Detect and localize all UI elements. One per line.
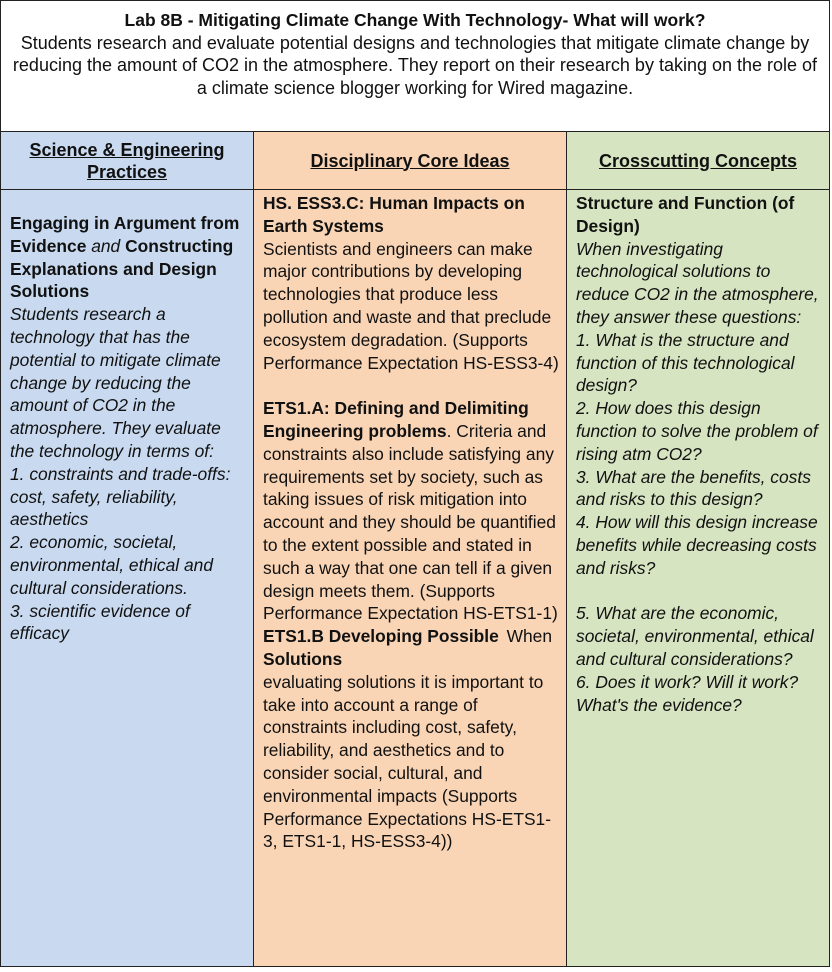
practices-title <box>10 212 247 303</box>
concepts-question: 5. What are the economic, societal, environmental, ethical and cultural considerations? <box>576 603 814 669</box>
practices-heading: Science & Engineering Practices <box>1 132 253 190</box>
lab-title: Lab 8B - Mitigating Climate Change With Technology- What will work? <box>124 10 706 30</box>
core-idea-title: HS. ESS3.C: Human Impacts on Earth Systems <box>263 193 525 236</box>
core-ideas-body <box>254 190 566 853</box>
concepts-question: 6. Does it work? Will it work? What's the evidence? <box>576 671 799 715</box>
practices-item: 2. economic, societal, environmental, ethical and cultural considerations. <box>10 532 214 598</box>
core-idea-block <box>263 397 560 625</box>
practices-item: 1. constraints and trade-offs: cost, safety, reliability, aesthetics <box>10 463 231 530</box>
concepts-question: 1. What is the structure and function of this technological design? <box>576 329 795 396</box>
practices-title-part2: Constructing Explanations and Design Solutions <box>10 235 234 302</box>
practices-column <box>1 132 254 966</box>
core-idea-text: . Criteria and constraints also include satisfying any requirements set by society, such as taking issues of risk mitigation into account and they should be quantified to the extent possible and stated in such a way that one can tell if a given design meets them. (Supports Performance Expectation HS-ETS1-1) <box>263 420 558 624</box>
standards-table <box>1 132 829 966</box>
core-idea-text: evaluating solutions it is important to take into account a range of constraints including cost, safety, reliability, and aesthetics and to consider social, cultural, and environmental impacts (Supports Performance Expectations HS-ETS1-3, ETS1-1, HS-ESS3-4)) <box>263 671 552 852</box>
core-idea-block <box>263 192 560 374</box>
concepts-question: 2. How does this design function to solve the problem of rising atm CO2? <box>576 398 818 464</box>
lab-description: Students research and evaluate potential designs and technologies that mitigate climate change by reducing the amount of CO2 in the atmosphere. They report on their research by taking on the role of a climate science blogger working for Wired magazine. <box>12 32 818 98</box>
practices-intro: Students research a technology that has the potential to mitigate climate change by reducing the amount of CO2 in the atmosphere. They evaluate the technology in terms of: <box>10 304 221 461</box>
concepts-column <box>567 132 829 966</box>
core-idea-lead: When <box>506 626 552 647</box>
core-ideas-heading: Disciplinary Core Ideas <box>254 132 566 190</box>
concepts-intro: When investigating technological solutions to reduce CO2 in the atmosphere, they answer these questions: <box>576 238 819 327</box>
core-idea-block <box>263 625 560 853</box>
concepts-heading: Crosscutting Concepts <box>567 132 829 190</box>
core-ideas-column <box>254 132 567 966</box>
concepts-question: 4. How will this design increase benefits while decreasing costs and risks? <box>576 512 818 578</box>
concepts-question: 3. What are the benefits, costs and risks to this design? <box>576 466 811 510</box>
lab-header <box>1 1 829 132</box>
concepts-body <box>567 190 829 716</box>
practices-title-part1: Engaging in Argument from Evidence <box>10 213 240 256</box>
practices-item: 3. scientific evidence of efficacy <box>10 600 190 644</box>
core-idea-title: ETS1.A: Defining and Delimiting Engineering problems <box>263 398 529 441</box>
concepts-title: Structure and Function (of Design) <box>576 193 795 236</box>
core-idea-text: Scientists and engineers can make major contributions by developing technologies that produce less pollution and waste and that preclude ecosystem degradation. (Supports Performance Expectation HS-ESS3-4) <box>263 238 559 373</box>
practices-body <box>1 190 253 645</box>
practices-title-and: and <box>86 235 126 256</box>
core-idea-title: ETS1.B Developing Possible Solutions <box>263 626 499 669</box>
